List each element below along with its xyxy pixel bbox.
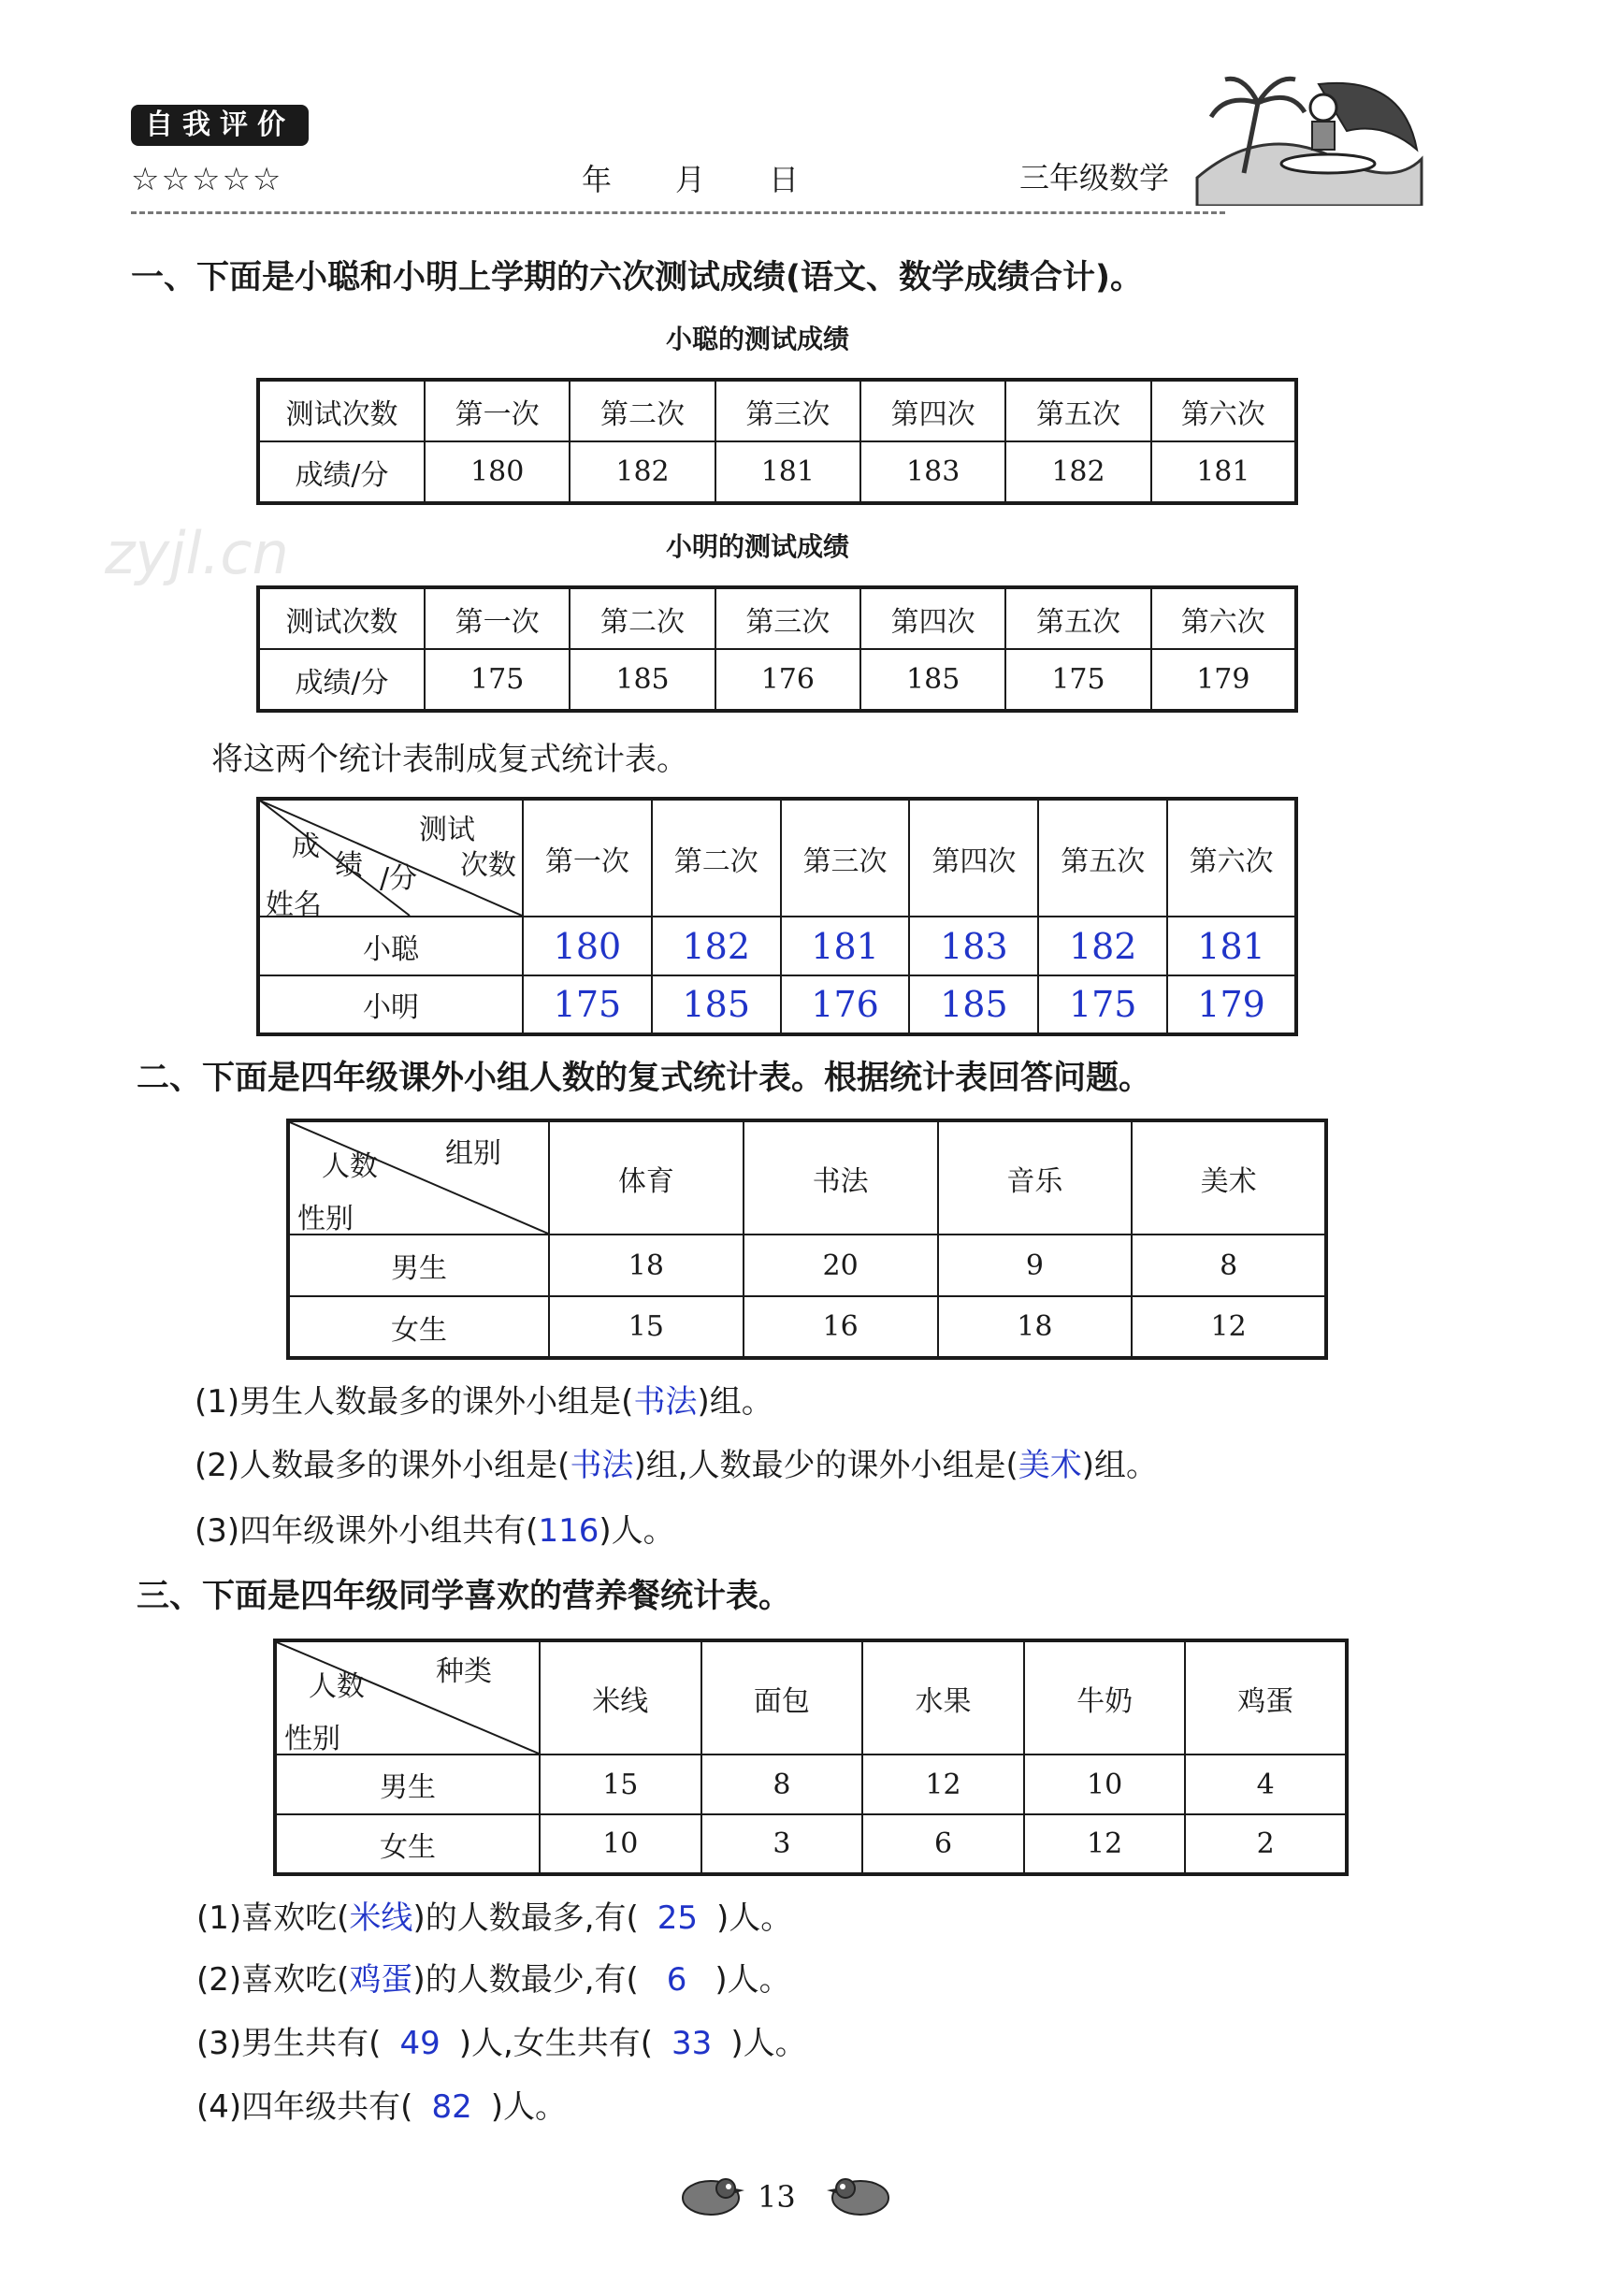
count-cell: 10 <box>1024 1754 1186 1814</box>
table-header-cell: 第三次 <box>715 587 860 649</box>
table-header-cell: 第二次 <box>652 799 781 917</box>
xiaoming-score-table <box>256 585 1298 713</box>
combined-score-table <box>256 797 1298 1036</box>
count-cell: 20 <box>744 1235 938 1296</box>
answer-text: 116 <box>538 1512 599 1550</box>
table-b-caption: 小明的测试成绩 <box>665 531 849 562</box>
question-text: (4)四年级共有( <box>196 2088 413 2126</box>
corner-label: 人数 <box>309 1670 365 1703</box>
count-cell: 4 <box>1185 1754 1347 1814</box>
section1-instruction: 将这两个统计表制成复式统计表。 <box>211 741 688 778</box>
section2-heading: 二、下面是四年级课外小组人数的复式统计表。根据统计表回答问题。 <box>137 1060 1152 1097</box>
count-cell: 3 <box>701 1814 863 1874</box>
table-header-cell: 测试次数 <box>258 587 425 649</box>
score-cell: 182 <box>570 441 715 503</box>
table-header-cell: 第三次 <box>715 380 860 441</box>
corner-label: 测试 <box>419 814 475 846</box>
answer-cell: 185 <box>909 975 1038 1034</box>
corner-label: 性别 <box>297 1203 354 1235</box>
corner-header-cell <box>275 1640 540 1754</box>
activity-group-table <box>286 1119 1328 1360</box>
answer-cell: 182 <box>652 917 781 975</box>
row-label-cell: 小明 <box>258 975 523 1034</box>
table-header-cell: 测试次数 <box>258 380 425 441</box>
count-cell: 8 <box>701 1754 863 1814</box>
table-header-cell: 第五次 <box>1005 380 1150 441</box>
section3-question-3 <box>196 2022 807 2065</box>
answer-text: 25 <box>657 1899 699 1937</box>
question-text: )人。 <box>490 2088 567 2126</box>
answer-cell: 181 <box>1167 917 1296 975</box>
grade-subject-label: 三年级数学 <box>1019 160 1170 195</box>
score-cell: 185 <box>570 649 715 711</box>
score-cell: 182 <box>1005 441 1150 503</box>
row-label-cell: 女生 <box>288 1296 549 1358</box>
score-cell: 183 <box>860 441 1005 503</box>
table-header-cell: 米线 <box>540 1640 701 1754</box>
row-label-cell: 女生 <box>275 1814 540 1874</box>
table-header-cell: 水果 <box>862 1640 1024 1754</box>
count-cell: 6 <box>862 1814 1024 1874</box>
answer-cell: 183 <box>909 917 1038 975</box>
table-header-cell: 书法 <box>744 1120 938 1235</box>
table-header-cell: 第二次 <box>570 587 715 649</box>
question-text: )的人数最多,有( <box>412 1899 639 1937</box>
corner-label: 人数 <box>322 1150 378 1183</box>
count-cell: 12 <box>1132 1296 1326 1358</box>
question-text: )组。 <box>697 1383 773 1421</box>
section3-question-4 <box>196 2086 567 2129</box>
question-text: (1)喜欢吃( <box>196 1899 350 1937</box>
section2-question-1 <box>195 1380 773 1423</box>
question-text: )人。 <box>716 1899 793 1937</box>
table-header-cell: 第一次 <box>425 587 570 649</box>
row-label-cell: 男生 <box>288 1235 549 1296</box>
row-label-cell: 男生 <box>275 1754 540 1814</box>
table-header-cell: 第四次 <box>860 380 1005 441</box>
question-text: )人,女生共有( <box>458 2025 654 2062</box>
count-cell: 12 <box>1024 1814 1186 1874</box>
table-header-cell: 牛奶 <box>1024 1640 1186 1754</box>
question-text: (3)四年级课外小组共有( <box>195 1512 539 1550</box>
bird-icon <box>823 2168 898 2220</box>
question-text: (2)喜欢吃( <box>196 1961 350 1999</box>
table-header-cell: 第五次 <box>1005 587 1150 649</box>
date-month-label: 月 <box>675 162 706 197</box>
section3-question-1 <box>196 1897 792 1940</box>
meal-preference-table <box>273 1639 1349 1876</box>
row-label-cell: 成绩/分 <box>258 441 425 503</box>
score-cell: 179 <box>1151 649 1296 711</box>
table-header-cell: 第四次 <box>860 587 1005 649</box>
count-cell: 18 <box>549 1235 744 1296</box>
question-text: )人。 <box>599 1512 675 1550</box>
question-text: )组,人数最少的课外小组是( <box>633 1447 1018 1484</box>
answer-text: 33 <box>672 2025 713 2062</box>
count-cell: 12 <box>862 1754 1024 1814</box>
corner-label: 姓名 <box>266 888 322 921</box>
count-cell: 9 <box>938 1235 1133 1296</box>
answer-text: 82 <box>431 2088 472 2126</box>
answer-text: 米线 <box>349 1899 413 1937</box>
section3-heading: 三、下面是四年级同学喜欢的营养餐统计表。 <box>137 1578 792 1615</box>
question-text: )组。 <box>1081 1447 1159 1484</box>
question-text: (2)人数最多的课外小组是( <box>195 1447 570 1484</box>
answer-text: 鸡蛋 <box>349 1961 413 1999</box>
question-text: )的人数最少,有( <box>412 1961 639 1999</box>
count-cell: 2 <box>1185 1814 1347 1874</box>
answer-cell: 175 <box>523 975 652 1034</box>
table-header-cell: 体育 <box>549 1120 744 1235</box>
answer-text: 美术 <box>1018 1447 1082 1484</box>
row-label-cell: 小聪 <box>258 917 523 975</box>
count-cell: 16 <box>744 1296 938 1358</box>
corner-label: 种类 <box>436 1655 492 1688</box>
table-header-cell: 音乐 <box>938 1120 1133 1235</box>
corner-label: /分 <box>380 862 418 895</box>
count-cell: 8 <box>1132 1235 1326 1296</box>
score-cell: 176 <box>715 649 860 711</box>
watermark-text: zyjl.cn <box>105 519 289 587</box>
table-header-cell: 第一次 <box>523 799 652 917</box>
page-number: 13 <box>758 2179 796 2215</box>
xiaocong-score-table <box>256 378 1298 505</box>
row-label-cell: 成绩/分 <box>258 649 425 711</box>
answer-cell: 176 <box>781 975 910 1034</box>
table-header-cell: 第六次 <box>1151 587 1296 649</box>
score-cell: 180 <box>425 441 570 503</box>
bird-icon <box>673 2168 748 2220</box>
section1-heading: 一、下面是小聪和小明上学期的六次测试成绩(语文、数学成绩合计)。 <box>131 259 1143 296</box>
corner-header-cell <box>258 799 523 921</box>
count-cell: 10 <box>540 1814 701 1874</box>
table-a-caption: 小聪的测试成绩 <box>665 324 849 354</box>
answer-text: 书法 <box>633 1383 698 1421</box>
answer-text: 6 <box>666 1961 687 1999</box>
self-evaluation-badge: 自我评价 <box>131 105 309 146</box>
answer-cell: 180 <box>523 917 652 975</box>
corner-label: 组别 <box>445 1137 501 1170</box>
table-header-cell: 鸡蛋 <box>1185 1640 1347 1754</box>
score-cell: 175 <box>1005 649 1150 711</box>
count-cell: 15 <box>540 1754 701 1814</box>
count-cell: 15 <box>549 1296 744 1358</box>
score-cell: 175 <box>425 649 570 711</box>
answer-cell: 179 <box>1167 975 1296 1034</box>
header-divider <box>131 211 1225 214</box>
section3-question-2 <box>196 1958 791 2001</box>
question-text: )人。 <box>715 1961 791 1999</box>
score-cell: 181 <box>715 441 860 503</box>
question-text: )人。 <box>730 2025 807 2062</box>
table-header-cell: 第一次 <box>425 380 570 441</box>
corner-label: 成 <box>292 830 320 863</box>
table-header-cell: 第五次 <box>1038 799 1167 917</box>
score-cell: 185 <box>860 649 1005 711</box>
date-day-label: 日 <box>769 162 800 197</box>
answer-cell: 185 <box>652 975 781 1034</box>
count-cell: 18 <box>938 1296 1133 1358</box>
answer-cell: 175 <box>1038 975 1167 1034</box>
table-header-cell: 第四次 <box>909 799 1038 917</box>
answer-text: 49 <box>399 2025 440 2062</box>
question-text: (1)男生人数最多的课外小组是( <box>195 1383 634 1421</box>
surfer-illustration <box>1188 65 1431 206</box>
corner-label: 次数 <box>460 849 516 882</box>
table-header-cell: 面包 <box>701 1640 863 1754</box>
corner-label: 绩 <box>335 849 363 882</box>
date-year-label: 年 <box>582 162 613 197</box>
score-cell: 181 <box>1151 441 1296 503</box>
table-header-cell: 第六次 <box>1151 380 1296 441</box>
answer-cell: 182 <box>1038 917 1167 975</box>
answer-cell: 181 <box>781 917 910 975</box>
question-text: (3)男生共有( <box>196 2025 382 2062</box>
corner-header-cell <box>288 1120 549 1235</box>
corner-label: 性别 <box>284 1723 340 1755</box>
section2-question-2 <box>195 1444 1158 1487</box>
section2-question-3 <box>195 1509 675 1552</box>
table-header-cell: 第三次 <box>781 799 910 917</box>
table-header-cell: 第六次 <box>1167 799 1296 917</box>
table-header-cell: 第二次 <box>570 380 715 441</box>
table-header-cell: 美术 <box>1132 1120 1326 1235</box>
answer-text: 书法 <box>570 1447 634 1484</box>
rating-stars: ☆☆☆☆☆ <box>131 161 283 198</box>
